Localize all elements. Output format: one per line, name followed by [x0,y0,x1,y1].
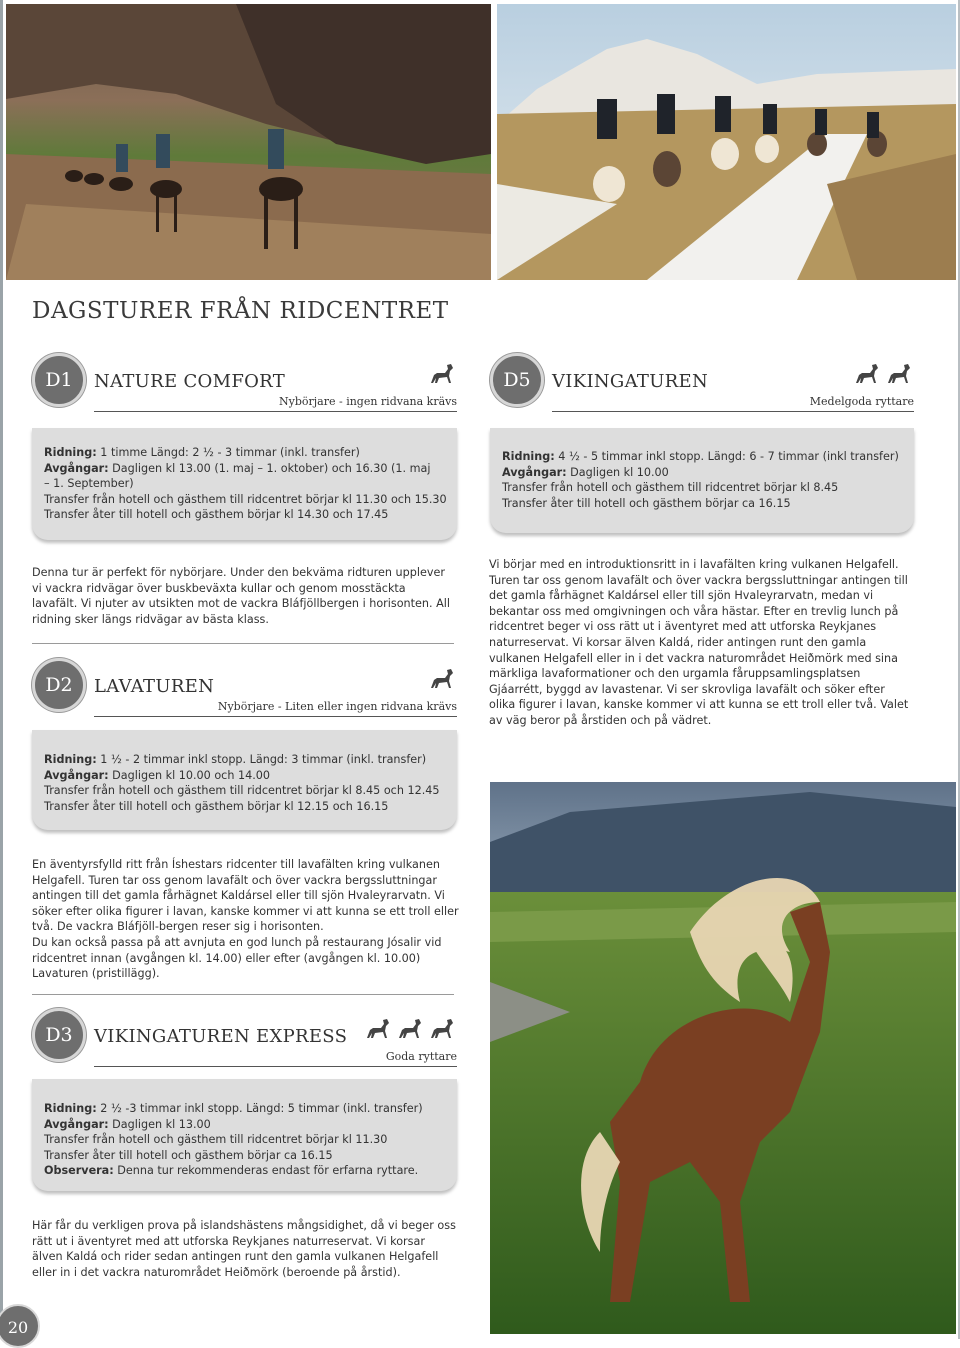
tour-header-d5 [490,353,914,413]
info-line: Transfer åter till hotell och gästhem börjar ca 16.15 [44,1148,333,1162]
info-line: Avgångar: Dagligen kl 13.00 [44,1117,211,1131]
tour-name: VIKINGATUREN EXPRESS [94,1026,348,1047]
tour-description-d2: En äventyrsfylld ritt från Íshestars ridcenter till lavafälten kring vulkanen Helgafell. Turen tar oss genom lavafält och över vackra bergssluttningar antingen till det gamla fårhägnet Kaldársel eller till sjön Hvaleyrarvatn. Vi söker efter olika figurer i lavan, kanske kommer vi att kunna se ett troll eller två. De vackra Bláfjöll-bergen reser sig i horisonten. Du kan också passa på att avnjuta en god lunch på restaurang Jósalir vid ridcentret innan (avgången kl. 14.00) eller efter (avgången kl. 10.00) Lavaturen (pristillägg). [32,858,459,981]
tour-info-box-d2 [32,730,457,830]
difficulty-horses [363,1016,455,1042]
info-line: Transfer från hotell och gästhem till ridcentret börjar kl 8.45 och 12.45 [44,784,440,798]
tour-name: NATURE COMFORT [94,371,286,392]
horse-icon [427,666,455,692]
horse-icon [884,361,912,387]
tour-header-d3 [32,1008,457,1068]
tour-description-d3: Här får du verkligen prova på islandshästens mångsidighet, då vi beger oss rätt ut i äventyret med att utforska Reykjanes naturreservat. Vi korsar älven Kaldá och rider sedan antingen runt den gamla vulkanen Helgafell eller in i det vackra naturområdet Heiðmörk (beroende på årstid). [32,1219,456,1279]
info-line: Ridning: 1 timme Längd: 2 ½ - 3 timmar (inkl. transfer) [44,446,360,459]
section-divider [32,994,454,995]
header-rule [94,1066,457,1067]
tour-code-badge: D3 [32,1008,86,1062]
info-line: Transfer från hotell och gästhem till ridcentret börjar kl 11.30 och 15.30 [44,492,447,506]
tour-level: Goda ryttare [385,1050,457,1063]
page-title: DAGSTURER FRÅN RIDCENTRET [32,298,449,324]
tour-header-d1 [32,353,457,413]
info-line: Transfer åter till hotell och gästhem börjar ca 16.15 [502,496,791,510]
info-line: Avgångar: Dagligen kl 10.00 och 14.00 [44,768,270,782]
tour-level: Medelgoda ryttare [809,395,914,408]
page-edge [0,0,3,1339]
header-rule [94,716,457,717]
tour-code-badge: D5 [490,353,544,407]
info-line: Transfer från hotell och gästhem till ridcentret börjar kl 8.45 [502,481,839,495]
tour-code-badge: D2 [32,658,86,712]
header-rule [552,411,914,412]
tour-level: Nybörjare - Liten eller ingen ridvana krävs [217,700,457,713]
header-rule [94,411,457,412]
difficulty-horses [852,361,912,387]
tour-name: VIKINGATUREN [552,371,709,392]
tour-info-box-d5 [490,428,914,533]
horse-icon [363,1016,391,1042]
horse-icon [427,361,455,387]
tour-name: LAVATUREN [94,676,215,697]
section-divider [32,643,454,644]
info-line: Transfer från hotell och gästhem till ridcentret börjar kl 11.30 [44,1133,388,1147]
tour-code-badge: D1 [32,353,86,407]
tour-header-d2 [32,658,457,718]
tour-description-d5: Vi börjar med en introduktionsritt in i lavafälten kring vulkanen Helgafell. Turen tar oss genom lavafält och över vackra bergssluttningar antingen till det gamla fårhägnet Kaldársel eller till sjön Hvaleyrarvatn, medan vi bekantar oss med omgivningen och våra hästar. Efter en trevlig lunch på ridcentret beger vi oss rätt ut i äventyret med att utforska Reykjanes naturreservat. Vi korsar älven Kaldá, rider antingen runt den gamla vulkanen Helgafell eller in i det vackra naturområdet Heiðmörk med sina märkliga lavaformationer och den urgamla fåruppsamlingsplatsen Gjáarrétt, byggd av lavastenar. Vi ser skrovliga lavafält och söker efter olika figurer i lavan, kanske kommer vi att kunna se ett troll eller två. Valet av väg beror på årstiden och på vädret. [489,558,909,727]
riders-snowy-road-photo [497,4,956,280]
info-line: Avgångar: Dagligen kl 10.00 [502,465,669,479]
tour-info-box-d1 [32,428,457,540]
info-line: – 1. September) [44,477,134,491]
info-line: Transfer åter till hotell och gästhem börjar kl 14.30 och 17.45 [44,508,389,522]
info-line: Observera: Denna tur rekommenderas endast för erfarna ryttare. [44,1164,419,1178]
difficulty-horses [427,666,455,692]
horse-icon [427,1016,455,1042]
difficulty-horses [427,361,455,387]
horse-icon [395,1016,423,1042]
info-line: Ridning: 4 ½ - 5 timmar inkl stopp. Längd: 6 - 7 timmar (inkl transfer) [502,450,899,463]
info-line: Avgångar: Dagligen kl 13.00 (1. maj – 1. oktober) och 16.30 (1. maj [44,461,431,475]
page-number: 20 [0,1304,40,1348]
horse-icon [852,361,880,387]
info-line: Ridning: 2 ½ -3 timmar inkl stopp. Längd: 5 timmar (inkl. transfer) [44,1102,423,1115]
info-line: Ridning: 1 ½ - 2 timmar inkl stopp. Längd: 3 timmar (inkl. transfer) [44,753,427,766]
tour-level: Nybörjare - ingen ridvana krävs [278,395,457,408]
info-line: Transfer åter till hotell och gästhem börjar kl 12.15 och 16.15 [44,799,389,813]
tour-description-d1: Denna tur är perfekt för nybörjare. Under den bekväma ridturen upplever vi vackra ridvägar över buskbeväxta kullar och genom mosstäckta lavafält. Vi njuter av utsikten mot de vackra Bláfjöllbergen i horisonten. All ridning sker längs ridvägar av bästa klass. [32,566,450,626]
riders-lava-field-photo [6,4,491,280]
icelandic-horse-photo [490,782,956,1334]
tour-info-box-d3 [32,1079,457,1191]
